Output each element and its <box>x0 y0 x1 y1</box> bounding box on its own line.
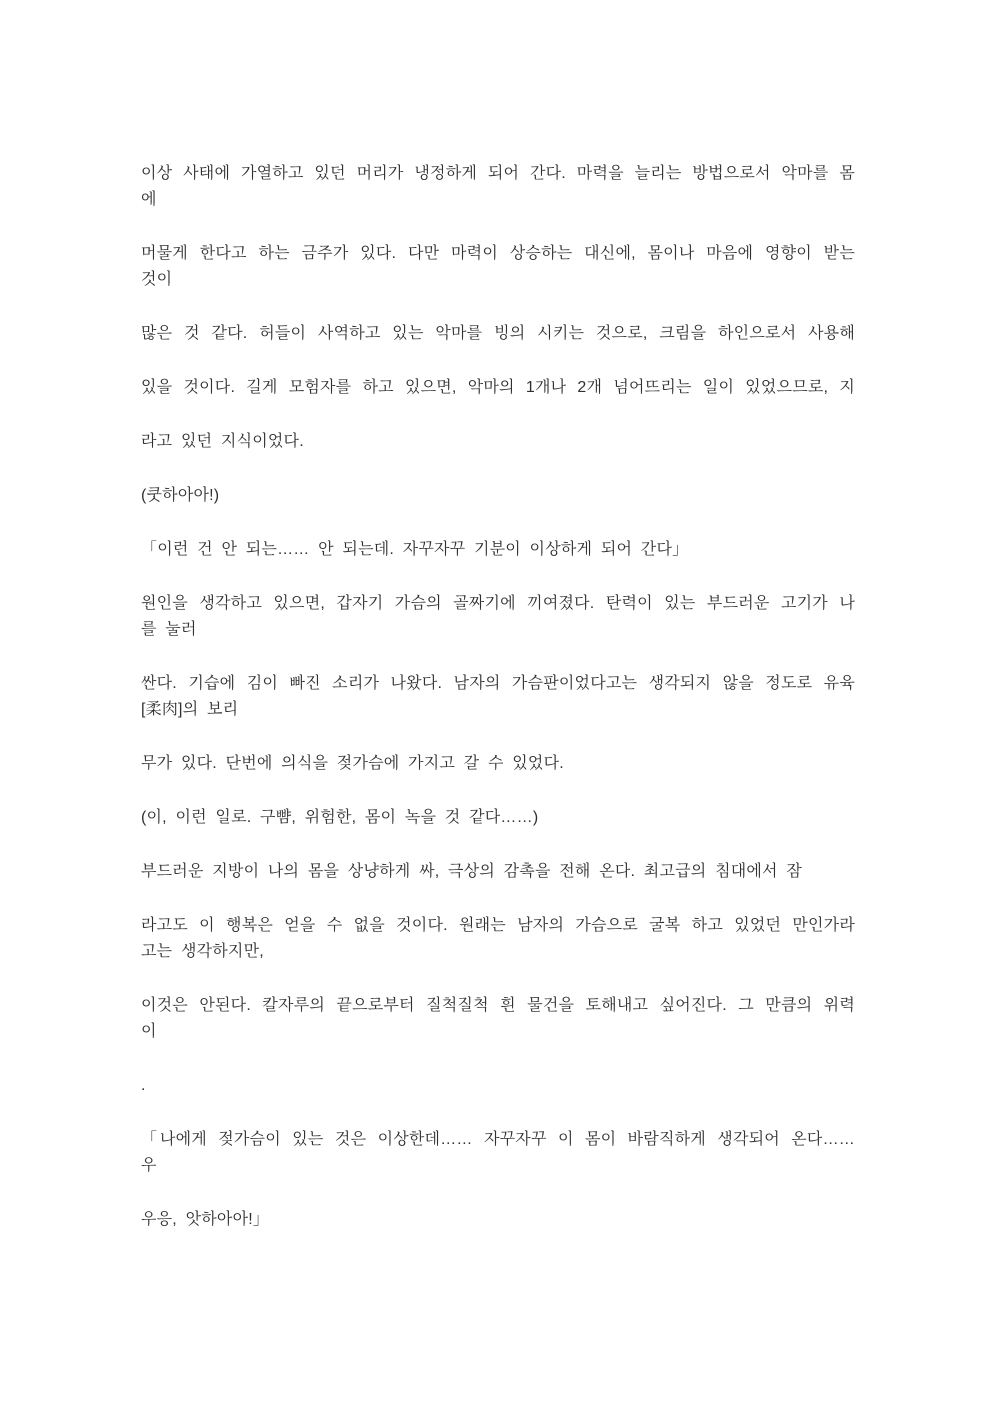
text-line: 라고 있던 지식이었다. <box>141 433 304 450</box>
text-line: 를 눌러 <box>141 621 197 638</box>
text-line: 싼다. 기습에 김이 빠진 소리가 나왔다. 남자의 가슴판이었다고는 생각되지 않을 정도로 유육 <box>141 675 855 692</box>
text-line: 머물게 한다고 하는 금주가 있다. 다만 마력이 상승하는 대신에, 몸이나 마음에 영향이 받는 <box>141 245 855 262</box>
text-line: 「나에게 젖가슴이 있는 것은 이상한데…… 자꾸자꾸 이 몸이 바람직하게 생각되어 온다…… <box>141 1131 855 1148</box>
paragraph <box>141 913 855 965</box>
paragraph <box>141 671 855 723</box>
text-line: [柔肉]의 보리 <box>141 701 239 718</box>
paragraph <box>141 483 855 509</box>
text-line: 고는 생각하지만, <box>141 943 264 960</box>
text-line: 이상 사태에 가열하고 있던 머리가 냉정하게 되어 간다. 마력을 늘리는 방법으로서 악마를 몸 <box>141 165 855 182</box>
text-line: 부드러운 지방이 나의 몸을 상냥하게 싸, 극상의 감촉을 전해 온다. 최고급의 침대에서 잠 <box>141 863 802 880</box>
paragraph <box>141 429 855 455</box>
paragraph <box>141 859 855 885</box>
text-line: 우 <box>141 1157 157 1174</box>
paragraph <box>141 161 855 213</box>
paragraph <box>141 1207 855 1233</box>
text-line: 것이 <box>141 271 173 288</box>
text-line: 많은 것 같다. 허들이 사역하고 있는 악마를 빙의 시키는 것으로, 크림을 하인으로서 사용해 <box>141 325 855 342</box>
text-line: 있을 것이다. 길게 모험자를 하고 있으면, 악마의 1개나 2개 넘어뜨리는 일이 있었으므로, 지 <box>141 379 855 396</box>
paragraph <box>141 591 855 643</box>
paragraph <box>141 321 855 347</box>
text-line: 우응, 앗하아아!」 <box>141 1211 270 1228</box>
text-line: 「이런 건 안 되는…… 안 되는데. 자꾸자꾸 기분이 이상하게 되어 간다」 <box>141 541 689 558</box>
text-line: . <box>141 1077 146 1094</box>
text-line: 원인을 생각하고 있으면, 갑자기 가슴의 골짜기에 끼여졌다. 탄력이 있는 부드러운 고기가 나 <box>141 595 855 612</box>
paragraph <box>141 805 855 831</box>
text-line: 이것은 안된다. 칼자루의 끝으로부터 질척질척 흰 물건을 토해내고 싶어진다. 그 만큼의 위력 <box>141 997 855 1014</box>
text-line: 에 <box>141 191 157 208</box>
text-line: 라고도 이 행복은 얻을 수 없을 것이다. 원래는 남자의 가슴으로 굴복 하고 있었던 만인가라 <box>141 917 855 934</box>
paragraph <box>141 993 855 1045</box>
paragraph <box>141 241 855 293</box>
text-line: (이, 이런 일로. 구뺨, 위험한, 몸이 녹을 것 같다……) <box>141 809 539 826</box>
paragraph <box>141 1073 855 1099</box>
paragraph <box>141 751 855 777</box>
text-line: (쿳하아아!) <box>141 487 220 504</box>
text-line: 무가 있다. 단번에 의식을 젖가슴에 가지고 갈 수 있었다. <box>141 755 564 772</box>
paragraph <box>141 537 855 563</box>
paragraph <box>141 375 855 401</box>
text-line: 이 <box>141 1023 157 1040</box>
paragraph <box>141 1127 855 1179</box>
